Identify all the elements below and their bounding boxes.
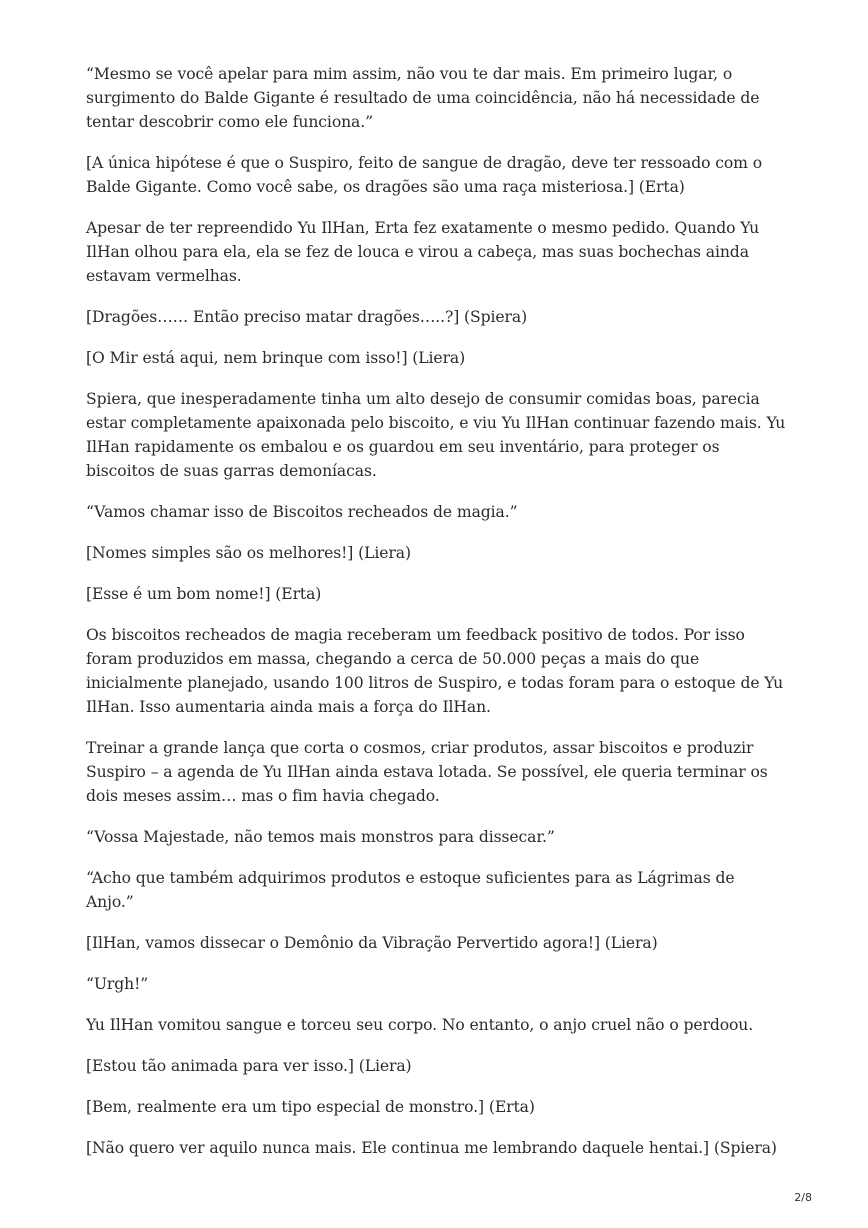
paragraph: [A única hipótese é que o Suspiro, feito de sangue de dragão, deve ter ressoado com o Balde Gigante. Como você sabe, os dragões são uma raça misteriosa.] (Erta) bbox=[86, 154, 763, 196]
paragraph: “Urgh!” bbox=[86, 975, 149, 993]
paragraph: Os biscoitos recheados de magia receberam um feedback positivo de todos. Por isso foram produzidos em massa, chegando a cerca de 50.000 peças a mais do que inicialmente planejado, usando 100 litros de Suspiro, e todas foram para o estoque de Yu IlHan. Isso aumentaria ainda mais a força do IlHan. bbox=[86, 626, 784, 716]
document-body bbox=[86, 62, 786, 1177]
paragraph: Apesar de ter repreendido Yu IlHan, Erta fez exatamente o mesmo pedido. Quando Yu IlHan olhou para ela, ela se fez de louca e virou a cabeça, mas suas bochechas ainda estavam vermelhas. bbox=[86, 219, 760, 285]
paragraph: “Mesmo se você apelar para mim assim, não vou te dar mais. Em primeiro lugar, o surgimento do Balde Gigante é resultado de uma coincidência, não há necessidade de tentar descobrir como ele funciona.” bbox=[86, 65, 760, 131]
paragraph: Yu IlHan vomitou sangue e torceu seu corpo. No entanto, o anjo cruel não o perdoou. bbox=[86, 1016, 754, 1034]
paragraph: [O Mir está aqui, nem brinque com isso!] (Liera) bbox=[86, 349, 466, 367]
paragraph: “Vossa Majestade, não temos mais monstros para dissecar.” bbox=[86, 828, 555, 846]
paragraph: [Não quero ver aquilo nunca mais. Ele continua me lembrando daquele hentai.] (Spiera) bbox=[86, 1139, 777, 1157]
page-number: 2/8 bbox=[794, 1191, 812, 1204]
paragraph: Treinar a grande lança que corta o cosmos, criar produtos, assar biscoitos e produzir Suspiro – a agenda de Yu IlHan ainda estava lotada. Se possível, ele queria terminar os dois meses assim… mas o fim havia chegado. bbox=[86, 739, 768, 805]
paragraph: [Estou tão animada para ver isso.] (Liera) bbox=[86, 1057, 412, 1075]
paragraph: [Bem, realmente era um tipo especial de monstro.] (Erta) bbox=[86, 1098, 535, 1116]
paragraph: “Acho que também adquirimos produtos e estoque suficientes para as Lágrimas de Anjo.” bbox=[86, 869, 735, 911]
paragraph: [IlHan, vamos dissecar o Demônio da Vibração Pervertido agora!] (Liera) bbox=[86, 934, 658, 952]
paragraph: [Esse é um bom nome!] (Erta) bbox=[86, 585, 322, 603]
paragraph: “Vamos chamar isso de Biscoitos recheados de magia.” bbox=[86, 503, 518, 521]
paragraph: [Nomes simples são os melhores!] (Liera) bbox=[86, 544, 411, 562]
paragraph: Spiera, que inesperadamente tinha um alto desejo de consumir comidas boas, parecia estar completamente apaixonada pelo biscoito, e viu Yu IlHan continuar fazendo mais. Yu IlHan rapidamente os embalou e os guardou em seu inventário, para proteger os biscoitos de suas garras demoníacas. bbox=[86, 390, 786, 480]
paragraph: [Dragões…… Então preciso matar dragões…..?] (Spiera) bbox=[86, 308, 528, 326]
